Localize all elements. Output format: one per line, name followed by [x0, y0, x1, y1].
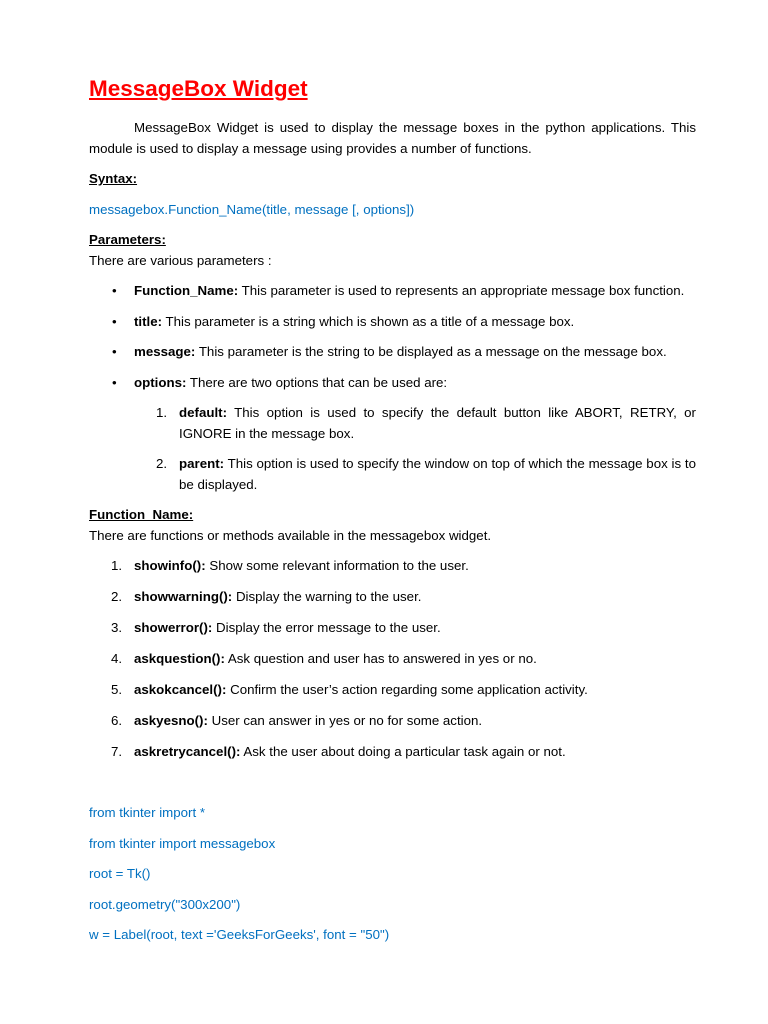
option-term: parent: — [179, 456, 225, 471]
list-number: 5. — [111, 682, 123, 697]
code-line: w = Label(root, text ='GeeksForGeeks', font = "50") — [89, 927, 390, 942]
function-term: askquestion(): — [134, 651, 225, 666]
option-text: This option is used to specify the window on top of which the message box is to be displayed. — [179, 456, 696, 492]
function-term: askyesno(): — [134, 713, 208, 728]
list-number: 1. — [111, 558, 123, 573]
parameter-term: Function_Name: — [134, 283, 239, 298]
parameter-text: This parameter is a string which is shown as a title of a message box. — [162, 313, 575, 329]
parameter-text: There are two options that can be used are: — [186, 374, 448, 390]
bullet-icon: • — [112, 313, 117, 329]
list-number: 2. — [156, 456, 168, 471]
function-name-heading: Function_Name: — [89, 507, 194, 522]
function-text: Ask the user about doing a particular task again or not. — [240, 744, 566, 759]
intro-paragraph: MessageBox Widget is used to display the message boxes in the python applications. This module is used to display a message using provides a number of functions. — [89, 120, 696, 156]
parameter-term: options: — [134, 374, 187, 390]
list-number: 4. — [111, 651, 123, 666]
syntax-code: messagebox.Function_Name(title, message [, options]) — [89, 201, 415, 217]
parameter-term: message: — [134, 344, 196, 359]
spacer — [89, 773, 696, 803]
parameter-item — [89, 312, 696, 333]
parameters-list — [89, 281, 696, 495]
page-title: MessageBox Widget — [89, 76, 308, 101]
function-term: showwarning(): — [134, 589, 233, 604]
functions-list — [89, 556, 696, 763]
functions-lead: There are functions or methods available in the messagebox widget. — [89, 527, 492, 543]
function-term: askretrycancel(): — [134, 744, 241, 759]
function-text: Show some relevant information to the user. — [205, 558, 469, 573]
bullet-icon: • — [112, 344, 117, 359]
code-line: root = Tk() — [89, 866, 151, 881]
parameter-text: This parameter is used to represents an appropriate message box function. — [238, 283, 685, 298]
parameter-text: This parameter is the string to be displayed as a message on the message box. — [195, 344, 667, 359]
parameter-item — [89, 342, 696, 363]
document-page — [89, 72, 696, 956]
syntax-heading: Syntax: — [89, 171, 138, 186]
function-item — [89, 742, 696, 763]
option-item — [134, 403, 696, 444]
function-item — [89, 680, 696, 701]
function-term: askokcancel(): — [134, 682, 227, 697]
function-item — [89, 587, 696, 608]
parameters-lead: There are various parameters : — [89, 252, 272, 268]
function-text: Ask question and user has to answered in yes or no. — [224, 651, 537, 666]
bullet-icon: • — [112, 283, 117, 298]
code-line: from tkinter import messagebox — [89, 835, 276, 851]
function-text: Display the error message to the user. — [212, 620, 441, 635]
list-number: 1. — [156, 405, 168, 420]
list-number: 7. — [111, 744, 123, 759]
options-list — [134, 403, 696, 495]
code-line: from tkinter import * — [89, 805, 206, 820]
function-item — [89, 649, 696, 670]
function-item — [89, 711, 696, 732]
function-text: User can answer in yes or no for some action. — [207, 713, 483, 728]
list-number: 2. — [111, 589, 123, 604]
bullet-icon: • — [112, 374, 117, 390]
parameters-heading: Parameters: — [89, 232, 166, 247]
function-item — [89, 556, 696, 577]
option-term: default: — [179, 405, 228, 420]
list-number: 3. — [111, 620, 123, 635]
parameter-item — [89, 373, 696, 496]
list-number: 6. — [111, 713, 123, 728]
function-term: showinfo(): — [134, 558, 206, 573]
parameter-item — [89, 281, 696, 302]
parameter-term: title: — [134, 313, 163, 329]
function-term: showerror(): — [134, 620, 213, 635]
code-line: root.geometry("300x200") — [89, 896, 241, 912]
function-item — [89, 618, 696, 639]
option-text: This option is used to specify the default button like ABORT, RETRY, or IGNORE in the message box. — [179, 405, 696, 441]
option-item — [134, 454, 696, 495]
function-text: Confirm the user’s action regarding some application activity. — [226, 682, 588, 697]
function-text: Display the warning to the user. — [232, 589, 422, 604]
